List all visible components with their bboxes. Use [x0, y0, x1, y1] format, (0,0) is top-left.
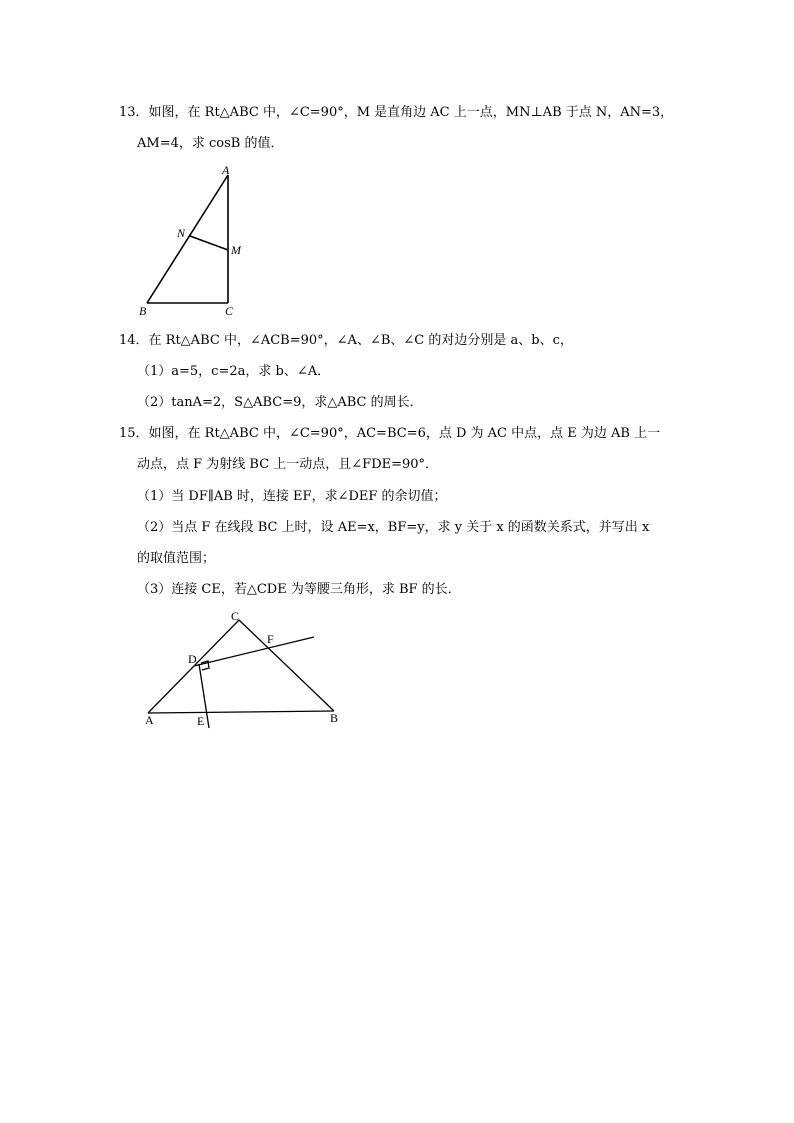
problem-15-part-1: （1）当 DF∥AB 时，连接 EF，求∠DEF 的余切值；	[137, 489, 447, 504]
label-b: B	[330, 711, 339, 725]
segment-cb	[239, 620, 334, 711]
label-a: A	[145, 713, 154, 727]
problem-14-part-2: （2）tanA=2，S△ABC=9，求△ABC 的周长．	[137, 395, 423, 410]
label-d: D	[188, 652, 197, 666]
problem-15-part-2a: （2）当点 F 在线段 BC 上时，设 AE=x，BF=y，求 y 关于 x 的函数关系式，并写出 x	[137, 520, 650, 535]
label-c: C	[231, 609, 240, 623]
problem-14-line-1: 14．在 Rt△ABC 中，∠ACB=90°，∠A、∠B、∠C 的对边分别是 a、b、c，	[119, 333, 573, 348]
label-e: E	[197, 714, 205, 728]
label-n: N	[177, 226, 186, 240]
problem-15-line-2: 动点，点 F 为射线 BC 上一动点，且∠FDE=90°．	[137, 457, 439, 472]
segment-ab	[148, 711, 334, 713]
right-angle-marker	[201, 661, 209, 670]
problem-13-line-2: AM=4，求 cosB 的值．	[137, 136, 284, 151]
label-c: C	[225, 304, 234, 318]
problem-15-part-3: （3）连接 CE，若△CDE 为等腰三角形，求 BF 的长．	[137, 582, 461, 597]
problem-15-part-2b: 的取值范围；	[137, 551, 216, 566]
problem-14-part-1: （1）a=5，c=2a，求 b、∠A．	[137, 364, 331, 379]
problem-15-line-1: 15．如图，在 Rt△ABC 中，∠C=90°，AC=BC=6，点 D 为 AC 中点，点 E 为边 AB 上一	[119, 426, 661, 441]
label-m: M	[231, 243, 241, 257]
label-b: B	[139, 304, 147, 318]
label-f: F	[267, 632, 274, 646]
problem-13-line-1: 13．如图，在 Rt△ABC 中，∠C=90°，M 是直角边 AC 上一点，MN⊥AB 于点 N，AN=3，	[119, 105, 674, 120]
label-a: A	[222, 163, 230, 177]
ray-df	[194, 637, 314, 666]
segment-ac	[148, 620, 239, 713]
